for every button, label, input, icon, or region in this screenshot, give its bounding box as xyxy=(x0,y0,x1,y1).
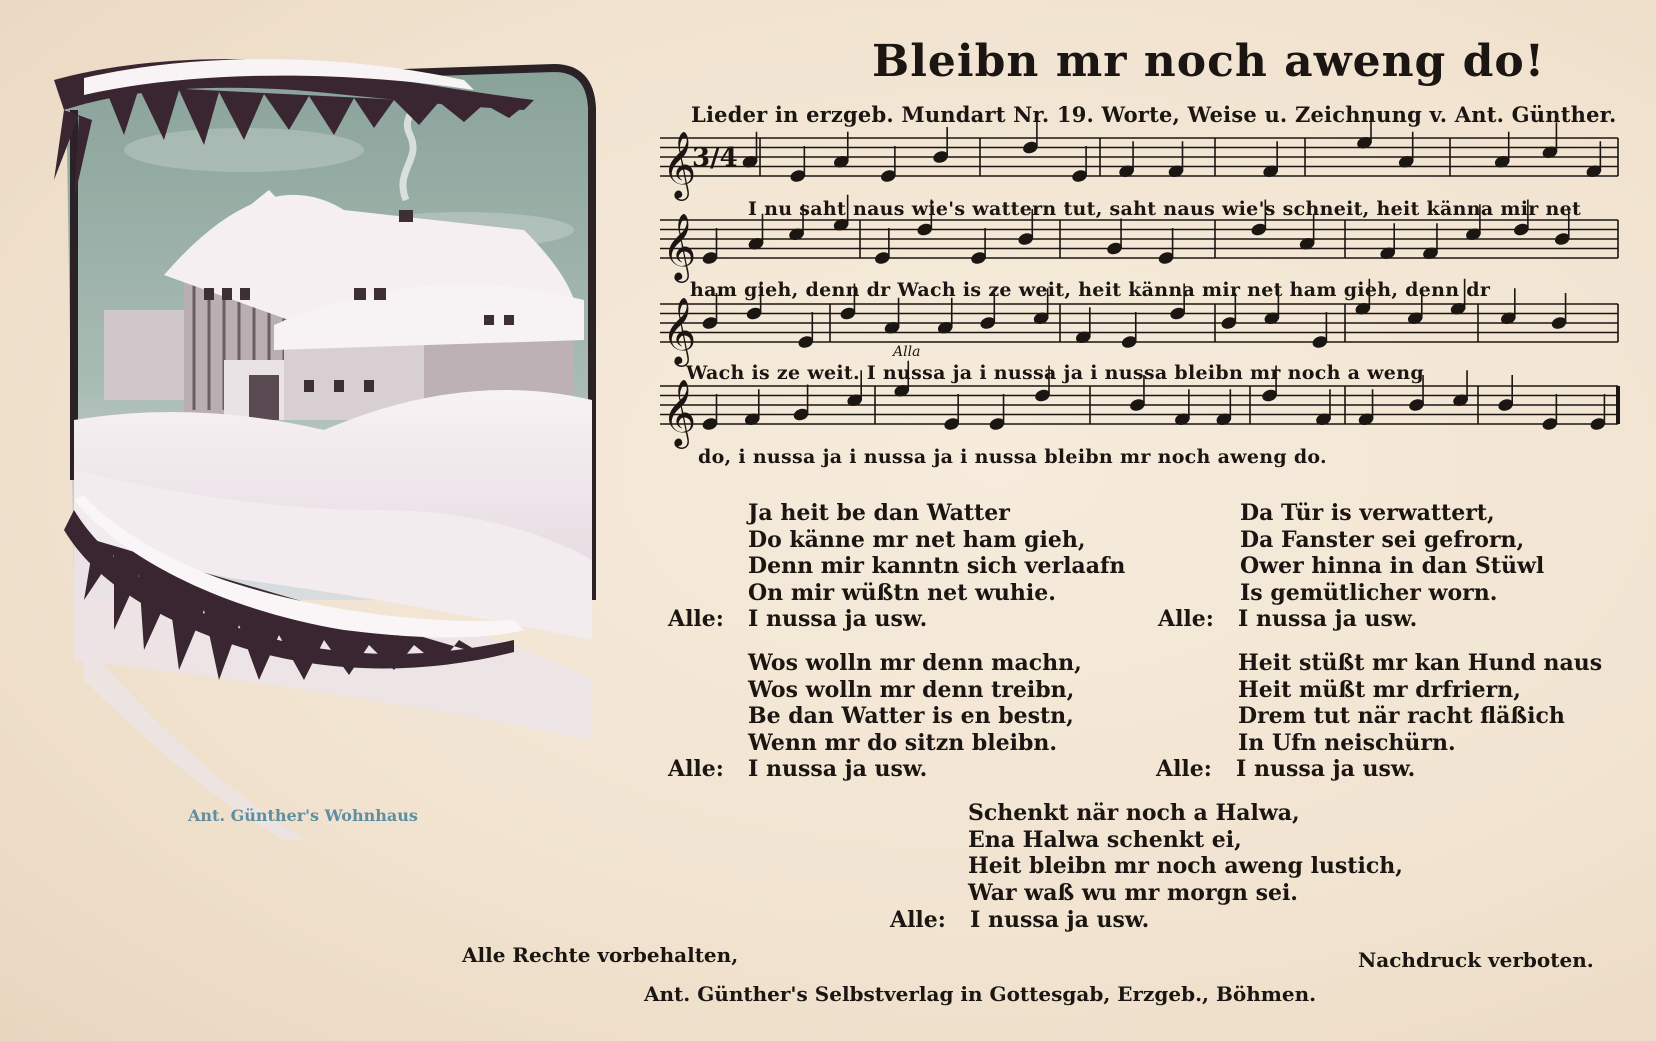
chorus-line: I nussa ja usw. xyxy=(1236,756,1416,782)
verse-line: Ja heit be dan Watter xyxy=(748,500,1010,526)
chorus-label: Alle: xyxy=(668,756,724,782)
verse-2 xyxy=(1240,500,1544,606)
treble-clef: 𝄞 xyxy=(662,378,697,446)
chorus-line: I nussa ja usw. xyxy=(1238,606,1418,632)
chorus-label: Alle: xyxy=(1156,756,1212,782)
verse-line: Wos wolln mr denn treibn, xyxy=(748,676,1075,703)
verse-line: Heit bleibn mr noch aweng lustich, xyxy=(968,853,1403,879)
treble-clef: 𝄞 xyxy=(662,296,697,364)
chorus-line: I nussa ja usw. xyxy=(970,907,1150,933)
verse-line: Denn mir kanntn sich verlaafn xyxy=(748,553,1126,579)
verse-line: In Ufn neischürn. xyxy=(1238,729,1456,756)
verse-4 xyxy=(1238,650,1602,756)
verse-line: Be dan Watter is en bestn, xyxy=(748,703,1074,729)
verse-line: Da Tür is verwattert, xyxy=(1240,500,1495,526)
staff-lyric-4: do, i nussa ja i nussa ja i nussa bleibn mr noch aweng do. xyxy=(698,446,1327,468)
verse-line: Drem tut när racht fläßich xyxy=(1238,703,1565,729)
treble-clef: 𝄞 xyxy=(662,212,697,280)
verse-line: Heit müßt mr drfriern, xyxy=(1238,676,1521,703)
treble-clef: 𝄞 xyxy=(662,130,697,198)
verse-1 xyxy=(748,500,1125,606)
staff-lyric-3: Wach is ze weit. I nussa ja i nussa ja i nussa bleibn mr noch a weng xyxy=(686,362,1424,384)
illustration-caption: Ant. Günther's Wohnhaus xyxy=(188,806,418,825)
verse-line: Wenn mr do sitzn bleibn. xyxy=(748,729,1057,756)
staff-lyric-2: ham gieh, denn dr Wach is ze weit, heit känna mir net ham gieh, denn dr xyxy=(690,279,1491,301)
chorus-line: I nussa ja usw. xyxy=(748,606,928,632)
verse-line: Da Fanster sei gefrorn, xyxy=(1240,526,1525,553)
staff-lyric-1: I nu saht naus wie's wattern tut, saht naus wie's schneit, heit känna mir net xyxy=(748,198,1582,220)
verse-line: On mir wüßtn net wuhie. xyxy=(748,579,1056,606)
time-signature: 3/4 xyxy=(692,143,738,173)
verse-line: Schenkt när noch a Halwa, xyxy=(968,800,1300,826)
verse-line: Heit stüßt mr kan Hund naus xyxy=(1238,650,1603,676)
chorus-label: Alle: xyxy=(668,606,724,632)
verse-line: Ena Halwa schenkt ei, xyxy=(968,826,1242,853)
verse-line: Is gemütlicher worn. xyxy=(1240,579,1498,606)
verse-line: Ower hinna in dan Stüwl xyxy=(1240,553,1545,579)
rights-notice: Alle Rechte vorbehalten, xyxy=(462,943,739,967)
chorus-line: I nussa ja usw. xyxy=(748,756,928,782)
publisher-line: Ant. Günther's Selbstverlag in Gottesgab, Erzgeb., Böhmen. xyxy=(644,982,1317,1006)
reprint-notice: Nachdruck verboten. xyxy=(1358,948,1594,972)
verse-line: War waß wu mr morgn sei. xyxy=(968,879,1298,906)
chorus-label: Alle: xyxy=(1158,606,1214,632)
verse-5 xyxy=(968,800,1403,906)
verse-line: Wos wolln mr denn machn, xyxy=(748,650,1082,676)
song-subtitle: Lieder in erzgeb. Mundart Nr. 19. Worte, Weise u. Zeichnung v. Ant. Günther. xyxy=(691,102,1617,127)
song-title: Bleibn mr noch aweng do! xyxy=(872,36,1546,87)
verse-line: Do känne mr net ham gieh, xyxy=(748,526,1086,553)
tempo-marking: Alla xyxy=(893,344,921,360)
verse-3 xyxy=(748,650,1082,756)
chorus-label: Alle: xyxy=(890,907,946,933)
